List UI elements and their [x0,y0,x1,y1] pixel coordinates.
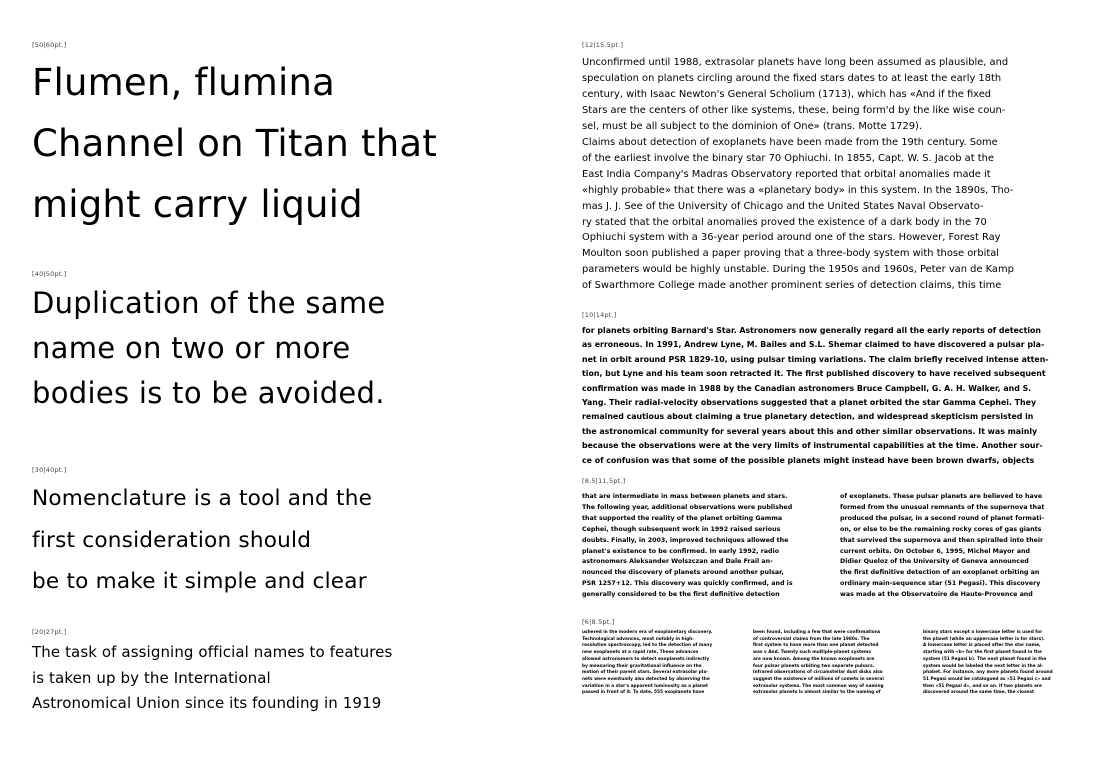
text-block-11pt-col1 [582,492,822,601]
text-block-8pt-col3 [923,630,1083,697]
specimen-line: Flumen, flumina [32,61,335,104]
text-line: Infrared observations of circumstellar dust disks also [753,670,883,676]
text-line: because the observations were at the very limits of instrumental capabilities at the time. Another sour- [582,441,1043,451]
text-line: Yang. Their radial-velocity observations suggested that a planet orbited the star Gamma Cephei. They [582,398,1037,408]
text-line: mas J. J. See of the University of Chicago and the United States Naval Observato- [582,200,984,212]
text-line: nounced the discovery of planets around another pulsar, [582,569,784,577]
text-line: current orbits. On October 6, 1995, Michel Mayor and [840,547,1030,555]
text-line: extrasolar planets is almost similar to the naming of [753,690,881,696]
specimen-line: is taken up by the International [32,668,271,687]
specimen-line: name on two or more [32,331,351,365]
text-line: East India Company's Madras Observatory reported that orbital anomalies made it [582,168,991,180]
text-line: passed in front of it. To date, 555 exoplanets have [582,690,705,696]
text-line: parameters would be highly unstable. During the 1950s and 1960s, Peter van de Kamp [582,264,1014,276]
text-line: four pulsar planets orbiting two separate pulsars. [753,663,875,669]
text-line: for planets orbiting Barnard's Star. Astronomers now generally regard all the early reports of detection [582,326,1041,335]
text-line: new exoplanets at a rapid rate. These advances [582,650,699,656]
text-line: Stars are the centers of other like systems, these, being form'd by the like wise coun- [582,104,1006,116]
text-line: motion of their parent stars. Several extrasolar pla- [582,670,709,676]
specimen-line: Astronomical Union since its founding in 1919 [32,694,382,712]
specimen-27pt [32,640,392,717]
text-line: speculation on planets circling around the fixed stars dates to at least the early 18th [582,72,1002,84]
text-line: was made at the Observatoire de Haute-Provence and [840,591,1033,599]
text-line: system (51 Pegasi b). The next planet found in the [923,656,1047,662]
text-line: that survived the supernova and then spiralled into their [840,536,1044,544]
specimen-line: might carry liquid [32,183,363,226]
specimen-label-27pt: [20|27pt.] [32,628,67,636]
specimen-line: The task of assigning official names to features [32,643,393,661]
text-line: that are intermediate in mass between planets and stars. [582,493,788,500]
text-line: that supported the reality of the planet orbiting Gamma [582,514,783,522]
text-line: tion, but Lyne and his team soon retracted it. The first published discovery to have received subsequent [582,369,1046,379]
block-label-8pt: [6|8.5pt.] [582,618,615,626]
text-line: formed from the unusual remnants of the supernova that [840,503,1045,511]
text-line: then «51 Pegasi d», and so on. If two planets are [923,683,1042,689]
text-line: extrasolar systems. The most common way of naming [753,683,884,689]
text-line: generally considered to be the first definitive detection [582,591,780,599]
text-line: Unconfirmed until 1988, extrasolar planets have long been assumed as plausible, and [582,57,1009,68]
text-block-14pt [582,324,1082,468]
text-line: PSR 1257+12. This discovery was quickly confirmed, and is [582,580,793,588]
text-line: discovered around the same time, the closest [923,690,1035,696]
text-line: «highly probable» that there was a «planetary body» in this system. In the 1890s, Tho- [582,184,1014,196]
text-line: of controversial claims from the late 1980s. The [753,636,870,642]
specimen-line: first consideration should [32,527,312,553]
text-line: starting with «b» for the first planet found in the [923,650,1042,656]
specimen-line: Duplication of the same [32,286,386,320]
text-line: planet's existence to be confirmed. In early 1992, radio [582,547,780,555]
text-line: remained cautious about claiming a true planetary detection, and widespread skepticism persisted in [582,412,1034,422]
text-line: on, or else to be the remaining rocky cores of gas giants [840,525,1042,533]
text-line: sel, must be all subject to the dominion of One» (trans. Motte 1729). [582,120,922,132]
text-line: variation in a star's apparent luminosity as a planet [582,683,708,689]
text-line: confirmation was made in 1988 by the Canadian astronomers Bruce Campbell, G. A. H. Walker, and S. [582,383,1032,393]
text-line: suggest the existence of millions of comets in several [753,676,884,682]
specimen-60pt [32,52,437,235]
text-line: of exoplanets. These pulsar planets are believed to have [840,493,1043,500]
specimen-label-60pt: [50|60pt.] [32,41,67,49]
text-line: doubts. Finally, in 2003, improved techniques allowed the [582,536,789,544]
text-line: A lowercase letter is placed after the star name, [923,643,1041,649]
text-block-15pt [582,55,1082,294]
text-line: binary stars except a lowercase letter is used for [923,630,1043,635]
text-line: are now known. Among the known exoplanets are [753,656,875,662]
text-line: system would be labeled the next letter in the al- [923,663,1044,669]
text-line: the first definitive detection of an exoplanet orbiting an [840,569,1040,577]
text-line: first system to have more than one planet detected [753,643,879,649]
text-block-8pt-col2 [753,630,908,697]
text-line: ce of confusion was that some of the possible planets might instead have been brown dwarfs, objects [582,455,1035,465]
specimen-line: Channel on Titan that [32,122,437,165]
block-label-15pt: [12|15.5pt.] [582,41,624,49]
text-line: astronomers Aleksander Wolszczan and Dale Frail an- [582,558,773,566]
text-line: ordinary main-sequence star (51 Pegasi). This discovery [840,580,1041,588]
text-line: produced the pulsar, in a second round of planet formati- [840,514,1045,522]
specimen-label-40pt: [30|40pt.] [32,466,67,474]
text-line: the planet (while an uppercase letter is for stars). [923,636,1045,642]
specimen-line: be to make it simple and clear [32,569,367,594]
block-label-14pt: [10|14pt.] [582,311,617,319]
text-line: Technological advances, most notably in high- [582,636,694,642]
block-label-11pt: [8,5|11,5pt.] [582,477,626,485]
text-line: as erroneous. In 1991, Andrew Lyne, M. Bailes and S.L. Shemar claimed to have discovered a pulsar pla- [582,340,1045,350]
text-line: nets were eventually also detected by observing the [582,676,710,682]
text-line: ry stated that the orbital anomalies proved the existence of a dark body in the 70 [582,216,987,228]
text-line: The following year, additional observations were published [582,503,793,511]
text-line: been found, including a few that were confirmations [753,630,881,635]
text-line: 51 Pegasi would be catalogued as «51 Pegasi c» and [923,676,1051,682]
text-line: of the earliest involve the binary star 70 Ophiuchi. In 1855, Capt. W. S. Jacob at the [582,152,994,164]
specimen-50pt [32,281,386,416]
text-line: was v And. Twenty such multiple-planet systems [753,650,871,656]
text-line: phabet. For instance, any more planets found around [923,670,1053,676]
specimen-line: bodies is to be avoided. [32,376,385,410]
text-line: ushered in the modern era of exoplanetary discovery. [582,630,713,635]
text-line: Ophiuchi system with a 36-year period around one of the stars. However, Forest Ray [582,232,1001,244]
text-line: allowed astronomers to detect exoplanets indirectly [582,656,710,662]
text-line: Didier Queloz of the University of Geneva announced [840,558,1029,566]
text-block-11pt-col2 [840,492,1080,601]
specimen-40pt [32,478,372,603]
text-line: the astronomical community for several years about this and other similar observations. It was mainly [582,426,1038,436]
text-line: Moulton soon published a paper proving that a three-body system with those orbital [582,248,1000,260]
text-block-8pt-col1 [582,630,737,697]
text-line: of Swarthmore College made another prominent series of detection claims, this time [582,280,1002,292]
specimen-label-50pt: [40|50pt.] [32,270,67,278]
text-line: by measuring their gravitational influence on the [582,663,702,669]
text-line: Cephei, though subsequent work in 1992 raised serious [582,525,781,533]
text-line: net in orbit around PSR 1829-10, using pulsar timing variations. The claim briefly received intense atten- [582,354,1049,364]
text-line: century, with Isaac Newton's General Scholium (1713), which has «And if the fixed [582,88,992,100]
text-line: Claims about detection of exoplanets have been made from the 19th century. Some [582,136,998,148]
specimen-line: Nomenclature is a tool and the [32,486,373,511]
text-line: resolution spectroscopy, led to the detection of many [582,643,713,649]
